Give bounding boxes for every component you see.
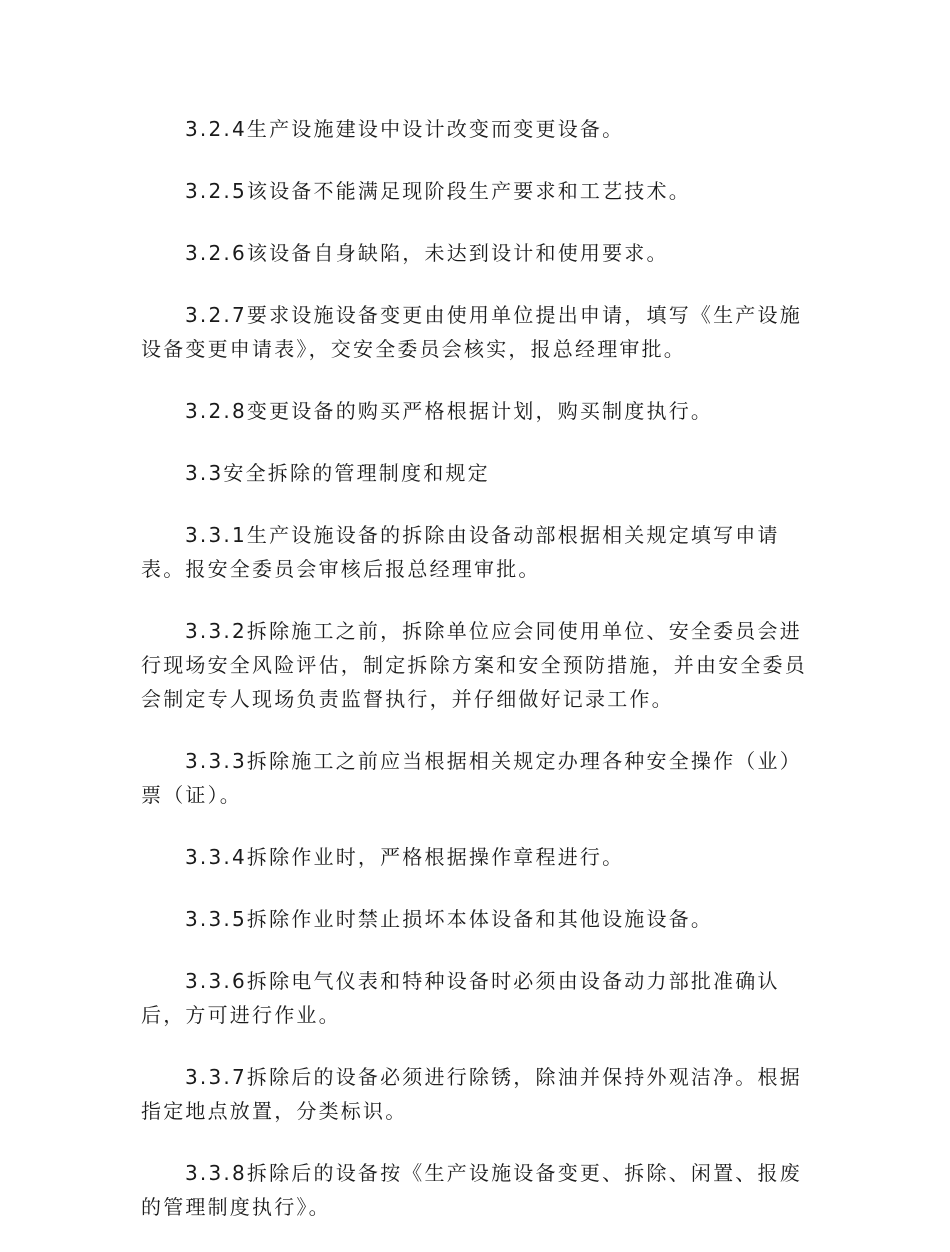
paragraph-3-3-1: 3.3.1生产设施设备的拆除由设备动部根据相关规定填写申请表。报安全委员会审核后报总经理审批。 bbox=[141, 523, 780, 581]
paragraph-3-3-3: 3.3.3拆除施工之前应当根据相关规定办理各种安全操作（业）票（证）。 bbox=[141, 749, 802, 807]
paragraph-3-2-6: 3.2.6该设备自身缺陷，未达到设计和使用要求。 bbox=[185, 241, 669, 265]
document-body bbox=[141, 112, 811, 1252]
paragraph-3-2-5: 3.2.5该设备不能满足现阶段生产要求和工艺技术。 bbox=[185, 179, 691, 203]
paragraph-3-2-4: 3.2.4生产设施建设中设计改变而变更设备。 bbox=[185, 117, 625, 141]
paragraph-3-3-7: 3.3.7拆除后的设备必须进行除锈，除油并保持外观洁净。根据指定地点放置，分类标识。 bbox=[141, 1065, 802, 1123]
section-heading-3-3: 3.3安全拆除的管理制度和规定 bbox=[185, 461, 490, 485]
paragraph-3-3-8: 3.3.8拆除后的设备按《生产设施设备变更、拆除、闲置、报废的管理制度执行》。 bbox=[141, 1161, 802, 1219]
paragraph-3-2-8: 3.2.8变更设备的购买严格根据计划，购买制度执行。 bbox=[185, 399, 714, 423]
paragraph-3-3-6: 3.3.6拆除电气仪表和特种设备时必须由设备动力部批准确认后，方可进行作业。 bbox=[141, 969, 780, 1027]
paragraph-3-2-7: 3.2.7要求设施设备变更由使用单位提出申请，填写《生产设施设备变更申请表》，交安全委员会核实，报总经理审批。 bbox=[141, 303, 802, 361]
paragraph-3-3-5: 3.3.5拆除作业时禁止损坏本体设备和其他设施设备。 bbox=[185, 907, 714, 931]
paragraph-3-3-4: 3.3.4拆除作业时，严格根据操作章程进行。 bbox=[185, 845, 625, 869]
paragraph-3-3-2: 3.3.2拆除施工之前，拆除单位应会同使用单位、安全委员会进行现场安全风险评估，制定拆除方案和安全预防措施，并由安全委员会制定专人现场负责监督执行，并仔细做好记录工作。 bbox=[141, 619, 807, 711]
